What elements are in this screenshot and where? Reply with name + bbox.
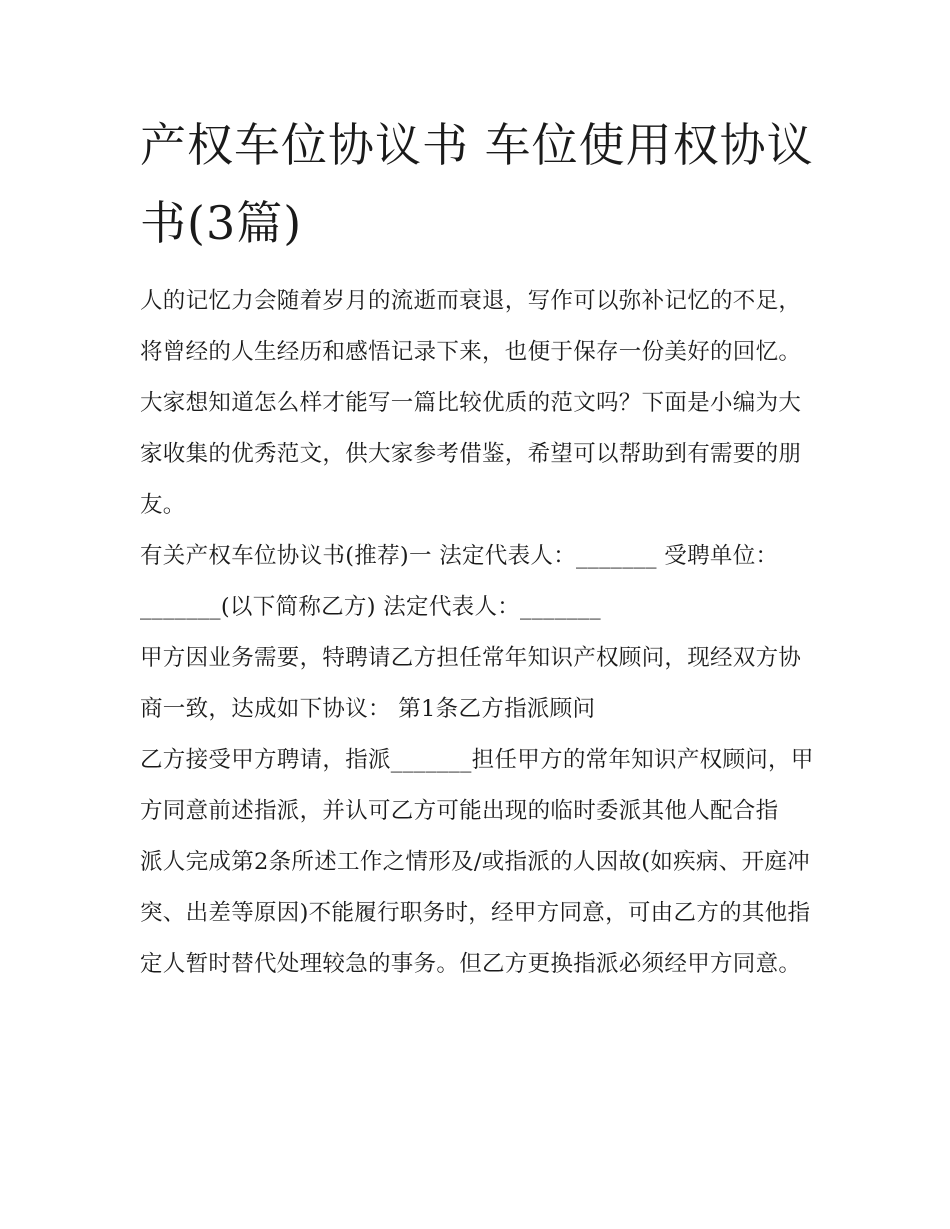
agreement-intro-paragraph: 甲方因业务需要，特聘请乙方担任常年知识产权顾问，现经双方协商一致，达成如下协议： 第1条乙方指派顾问 [140, 645, 802, 722]
section-heading-paragraph: 有关产权车位协议书(推荐)一 法定代表人：_______ 受聘单位：_______(以下简称乙方) 法定代表人：_______ [140, 543, 779, 620]
document-body [140, 276, 820, 990]
intro-paragraph: 人的记忆力会随着岁月的流逝而衰退，写作可以弥补记忆的不足，将曾经的人生经历和感悟记录下来，也便于保存一份美好的回忆。大家想知道怎么样才能写一篇比较优质的范文吗？下面是小编为大家收集的优秀范文，供大家参考借鉴，希望可以帮助到有需要的朋友。 [140, 288, 802, 518]
appointment-paragraph: 乙方接受甲方聘请，指派_______担任甲方的常年知识产权顾问，甲方同意前述指派，并认可乙方可能出现的临时委派其他人配合指 [140, 747, 814, 824]
document-title: 产权车位协议书 车位使用权协议书(3篇) [140, 118, 814, 250]
substitution-paragraph: 派人完成第2条所述工作之情形及/或指派的人因故(如疾病、开庭冲突、出差等原因)不能履行职务时，经甲方同意，可由乙方的其他指定人暂时替代处理较急的事务。但乙方更换指派必须经甲方同意。 [140, 849, 811, 977]
